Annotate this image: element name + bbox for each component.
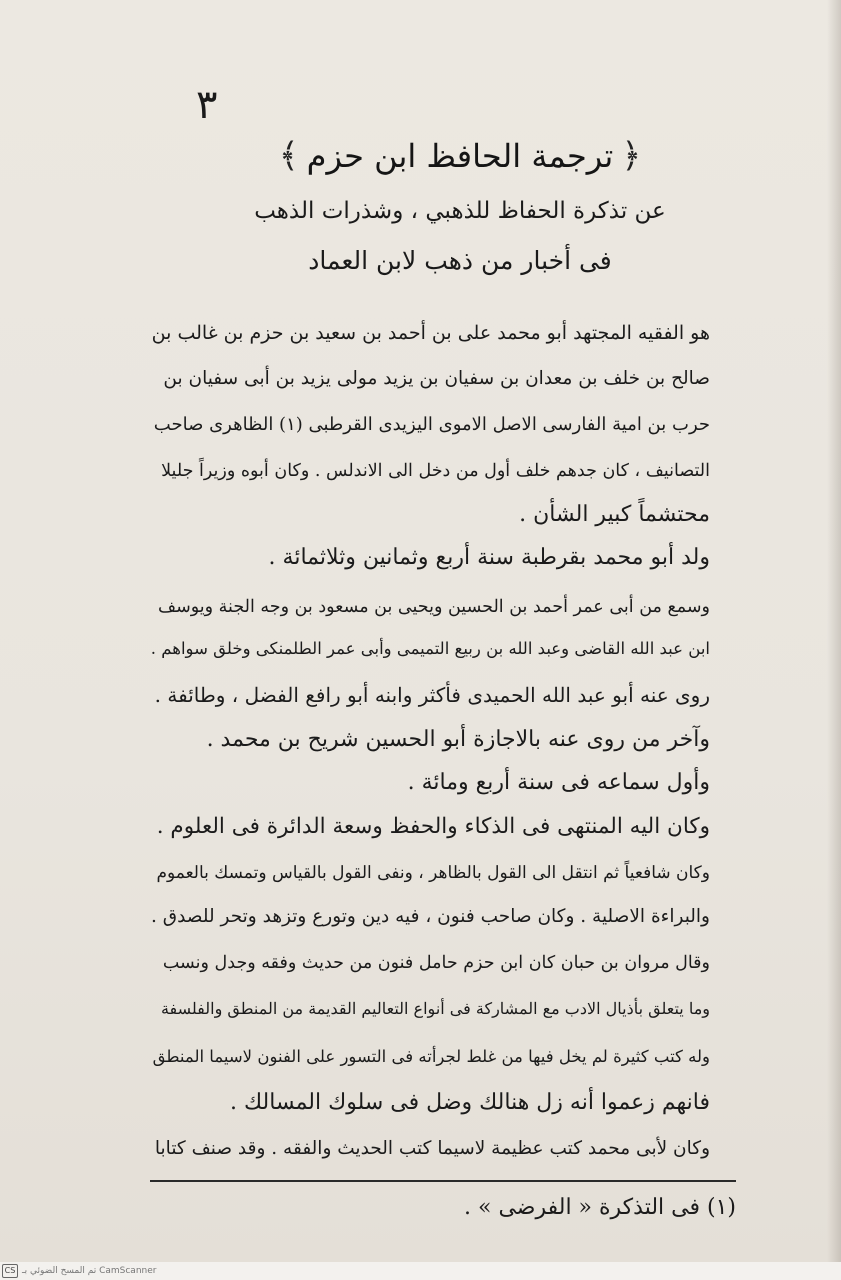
body-line: حرب بن امية الفارسى الاصل الاموى اليزيدى القرطبى (١) الظاهرى صاحب — [153, 414, 710, 435]
body-line: ولد أبو محمد بقرطبة سنة أربع وثمانين وثلاثمائة . — [268, 545, 710, 570]
title-block — [278, 128, 642, 184]
footnote: (١) فى التذكرة « الفرضى » . — [464, 1195, 736, 1220]
body-line: وآخر من روى عنه بالاجازة أبو الحسين شريح بن محمد . — [206, 727, 710, 752]
subtitle-line-1: عن تذكرة الحفاظ للذهبي ، وشذرات الذهب — [254, 198, 666, 224]
body-line: صالح بن خلف بن معدان بن سفيان بن يزيد مولى يزيد بن أبى سفيان بن — [163, 368, 710, 389]
body-line: وأول سماعه فى سنة أربع ومائة . — [407, 770, 710, 795]
body-line: وما يتعلق بأذيال الادب مع المشاركة فى أنواع التعاليم القديمة من المنطق والفلسفة — [160, 999, 710, 1018]
body-line: روى عنه أبو عبد الله الحميدى فأكثر وابنه أبو رافع الفضل ، وطائفة . — [154, 683, 710, 707]
footnote-divider — [150, 1180, 736, 1182]
ornament-right-bracket: ﴿ — [621, 136, 642, 176]
ornament-left-bracket: ﴾ — [278, 136, 299, 176]
body-line: وكان لأبى محمد كتب عظيمة لاسيما كتب الحديث والفقه . وقد صنف كتابا — [154, 1138, 710, 1159]
scanner-watermark — [0, 1262, 841, 1280]
body-line: وله كتب كثيرة لم يخل فيها من غلط لجرأته فى التسور على الفنون لاسيما المنطق — [152, 1047, 710, 1066]
body-line: التصانيف ، كان جدهم خلف أول من دخل الى الاندلس . وكان أبوه وزيراً جليلا — [161, 461, 710, 481]
page-title: ترجمة الحافظ ابن حزم — [306, 137, 614, 175]
camscanner-logo-icon: CS — [2, 1264, 18, 1278]
body-line: وكان شافعياً ثم انتقل الى القول بالظاهر ، ونفى القول بالقياس وتمسك بالعموم — [156, 863, 710, 883]
body-line: وكان اليه المنتهى فى الذكاء والحفظ وسعة الدائرة فى العلوم . — [156, 814, 710, 839]
page-number: ٣ — [196, 82, 218, 128]
body-line: هو الفقيه المجتهد أبو محمد على بن أحمد بن سعيد بن حزم بن غالب بن — [151, 322, 710, 344]
body-line: والبراءة الاصلية . وكان صاحب فنون ، فيه دين وتورع وتزهد وتحر للصدق . — [150, 906, 710, 927]
subtitle-line-2: فى أخبار من ذهب لابن العماد — [308, 246, 612, 275]
body-line: وسمع من أبى عمر أحمد بن الحسين ويحيى بن مسعود بن وجه الجنة ويوسف — [157, 597, 710, 617]
body-line: وقال مروان بن حبان كان ابن حزم حامل فنون من حديث وفقه وجدل ونسب — [162, 953, 710, 973]
camscanner-text: تم المسح الضوئي بـ CamScanner — [22, 1266, 157, 1276]
body-line: ابن عبد الله القاضى وعبد الله بن ربيع التميمى وأبى عمر الطلمنكى وخلق سواهم . — [150, 639, 710, 658]
body-line: فانهم زعموا أنه زل هنالك وضل فى سلوك المسالك . — [230, 1090, 710, 1115]
body-line: محتشماً كبير الشأن . — [519, 502, 710, 527]
